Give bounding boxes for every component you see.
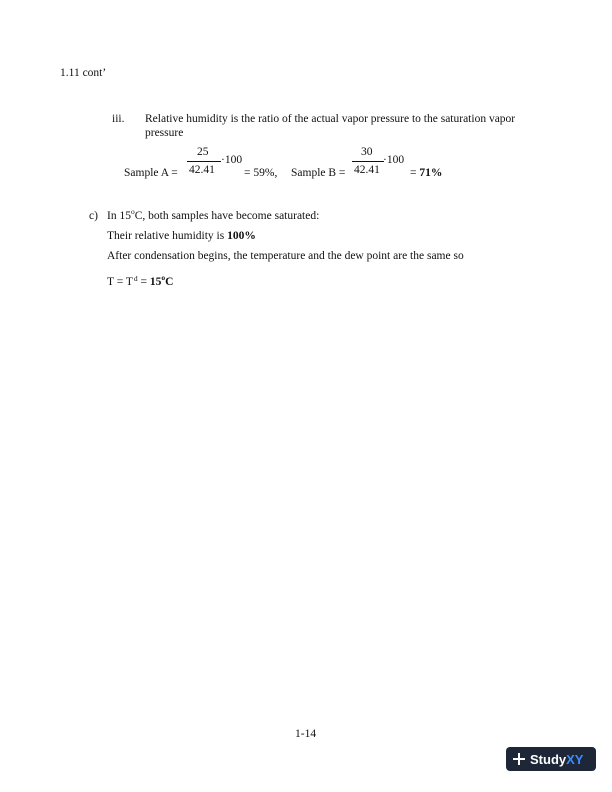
sample-a-denominator: 42.41 bbox=[189, 164, 215, 176]
sample-b-multiplier: ·100 bbox=[383, 154, 405, 166]
sample-a-fraction-bar bbox=[187, 161, 221, 162]
sample-b-fraction-bar bbox=[352, 161, 384, 162]
item-marker-c: c) bbox=[89, 210, 98, 222]
part-c-line-2: Their relative humidity is 100% bbox=[107, 230, 256, 242]
definition-line-1: Relative humidity is the ratio of the actual vapor pressure to the saturation vapor bbox=[145, 113, 516, 125]
sample-b-label: Sample B = bbox=[291, 167, 346, 179]
page-number: 1-14 bbox=[295, 728, 317, 740]
sample-a-label: Sample A = bbox=[124, 167, 178, 179]
dew-point-equation: $T = T^d = 15^oC$ bbox=[107, 273, 174, 288]
part-c-line-3: After condensation begins, the temperature and the dew point are the same so bbox=[107, 250, 464, 262]
part-c-line-1: In 15$^o$C, both samples have become saturated: bbox=[107, 207, 320, 222]
logo-text: Study bbox=[530, 751, 567, 767]
sample-b-equals: = bbox=[410, 167, 417, 179]
sample-b-value: 71% bbox=[419, 167, 443, 179]
definition-line-2: pressure bbox=[145, 127, 184, 139]
plus-icon bbox=[513, 753, 525, 765]
sample-a-multiplier: ·100 bbox=[221, 154, 243, 166]
sample-b-denominator: 42.41 bbox=[354, 164, 380, 176]
studyxy-logo bbox=[506, 747, 596, 771]
logo-accent: XY bbox=[566, 751, 584, 767]
sample-a-result: = 59%, bbox=[244, 167, 278, 179]
sample-a-numerator: 25 bbox=[197, 146, 209, 158]
item-marker-iii: iii. bbox=[112, 113, 125, 125]
sample-b-numerator: 30 bbox=[361, 146, 373, 158]
section-heading: 1.11 cont’ bbox=[60, 67, 107, 79]
sample-b-result bbox=[410, 168, 442, 180]
